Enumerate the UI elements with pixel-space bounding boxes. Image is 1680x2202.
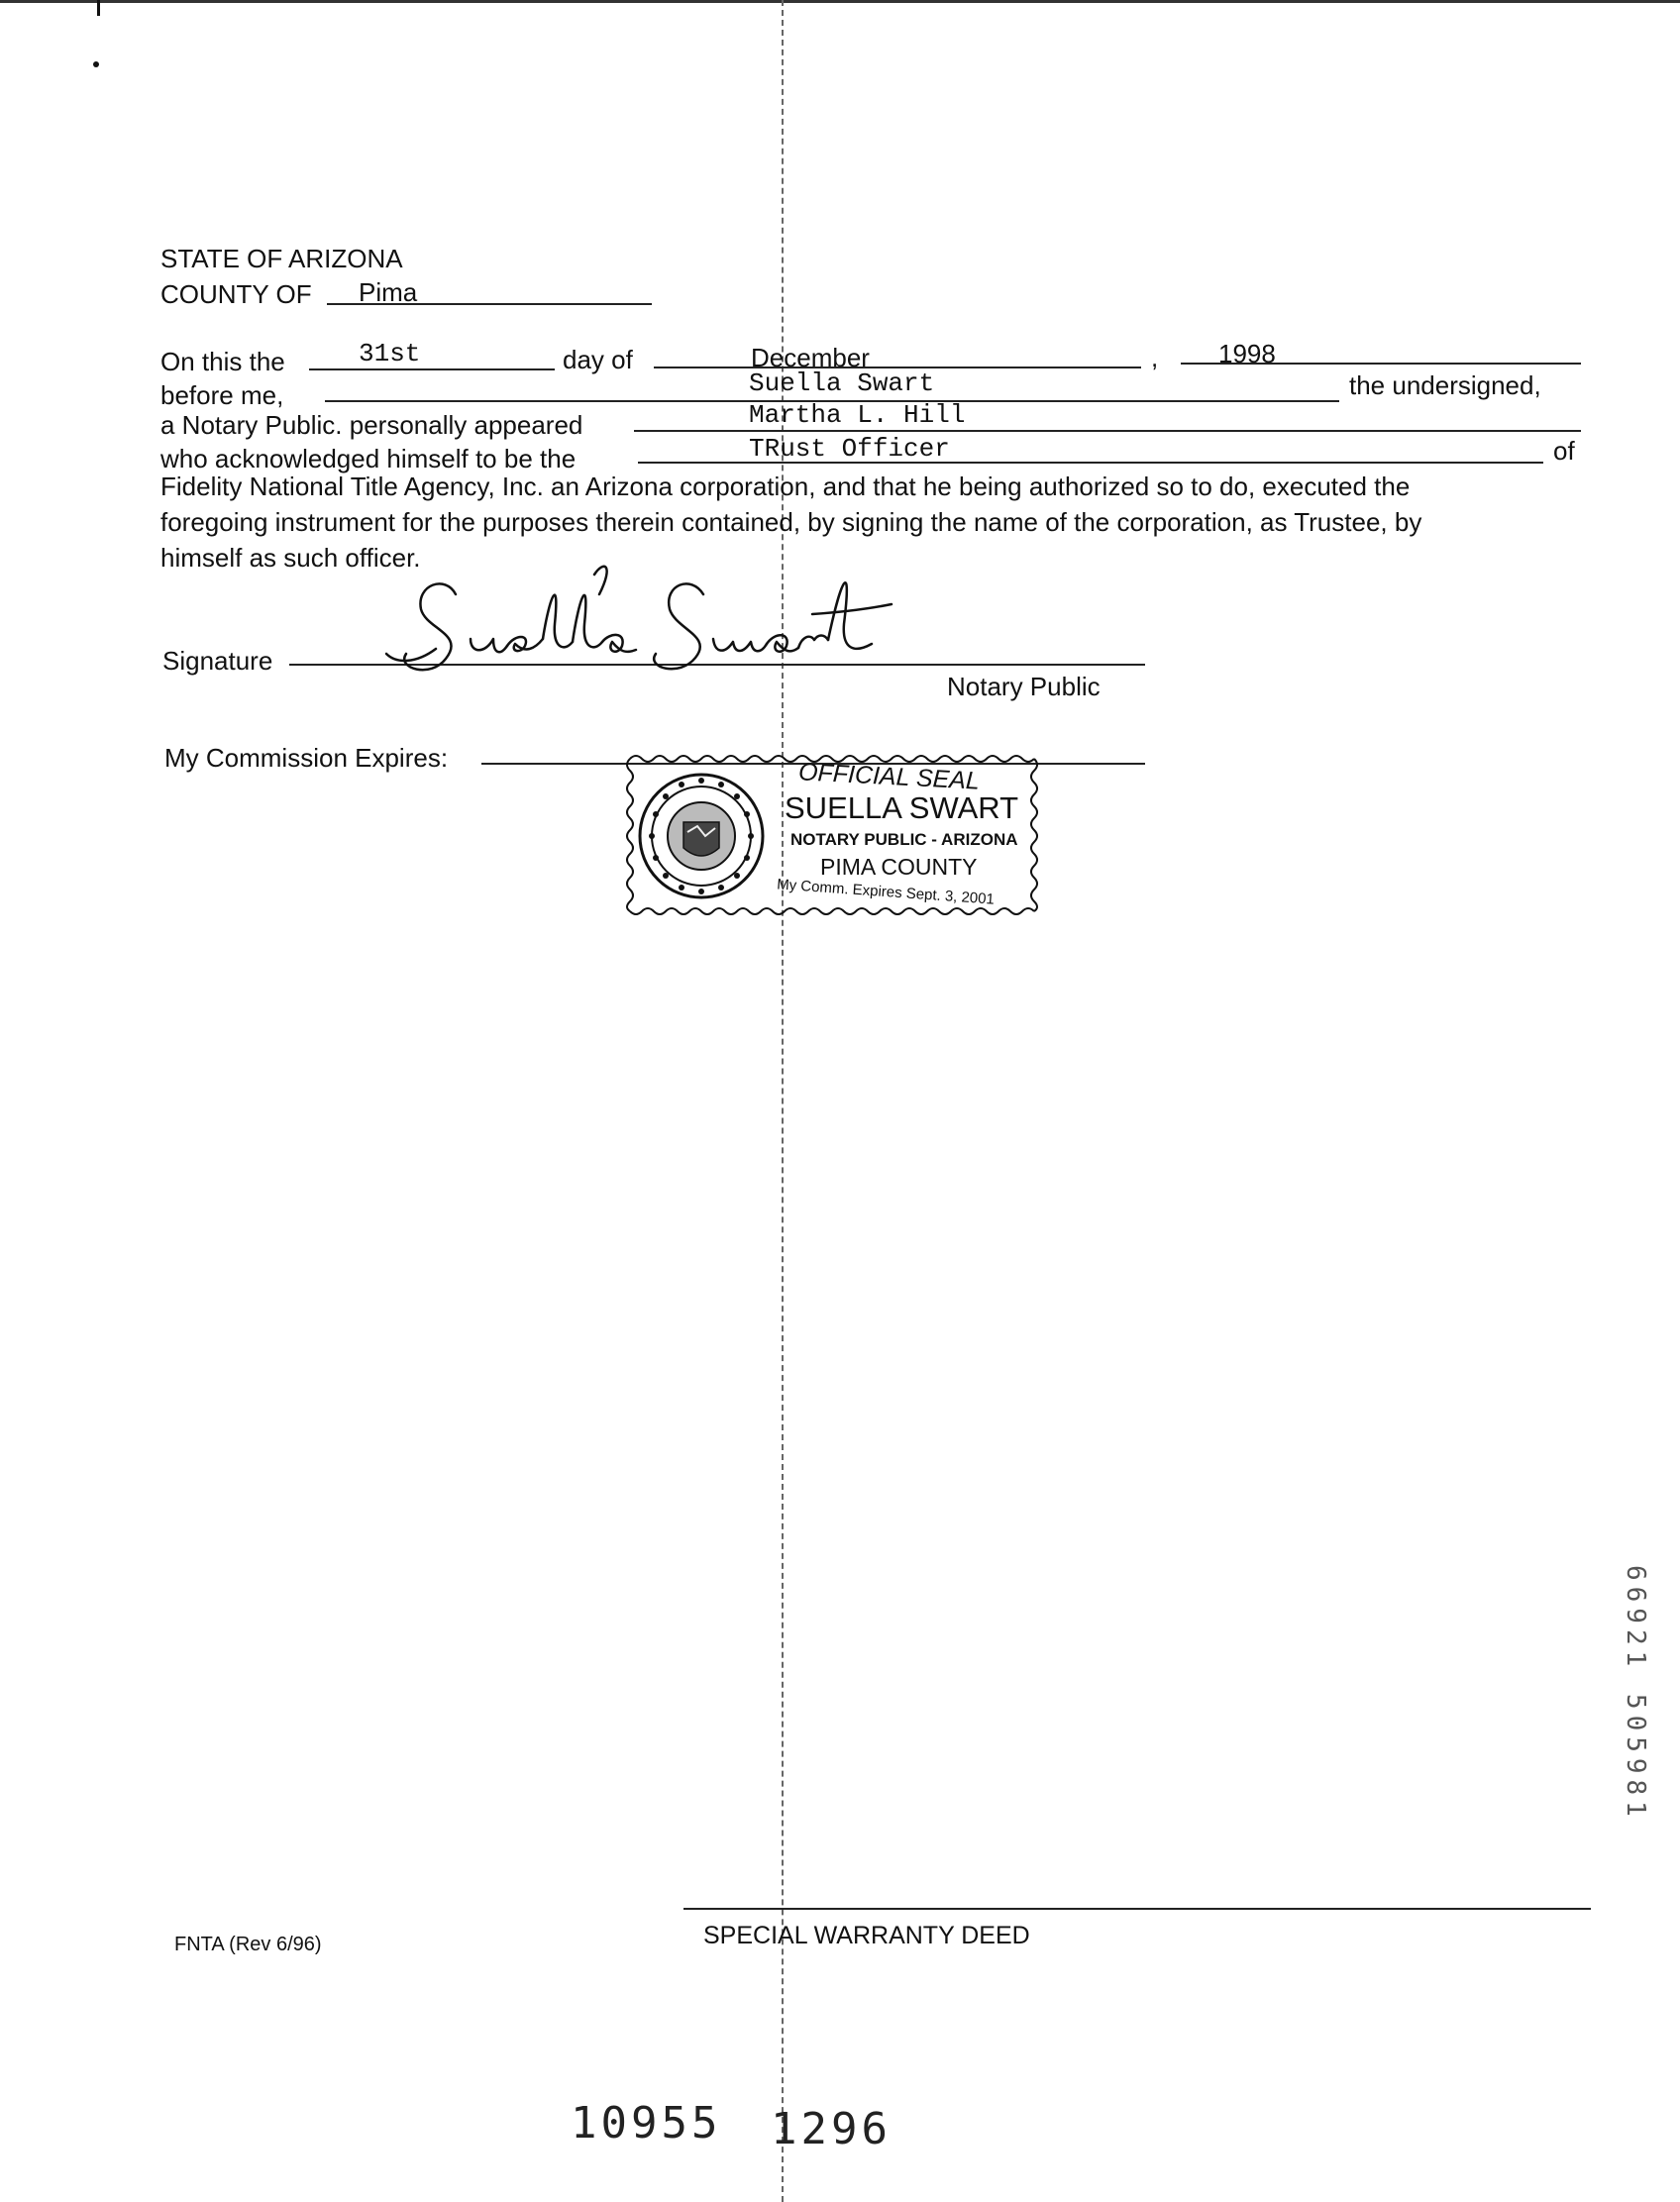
form-code: FNTA (Rev 6/96) <box>174 1934 322 1955</box>
comma: , <box>1151 343 1159 372</box>
of-label: of <box>1553 436 1575 466</box>
side-recording-stamp: 66921 505981 <box>1621 1565 1650 1823</box>
official-seal-stamp <box>626 753 1040 919</box>
acknowledged-label: who acknowledged himself to be the <box>160 444 577 473</box>
appeared-name-underline <box>634 430 1581 432</box>
county-value: Pima <box>359 277 418 307</box>
county-label: COUNTY OF <box>160 279 312 309</box>
day-value: 31st <box>359 339 421 368</box>
page-number: 1296 <box>771 2104 892 2154</box>
year-underline <box>1181 363 1581 365</box>
before-me-label: before me, <box>160 380 284 410</box>
seal-expiration: My Comm. Expires Sept. 3, 2001 <box>776 876 996 908</box>
commission-label: My Commission Expires: <box>164 743 449 773</box>
title-value: TRust Officer <box>749 434 950 464</box>
state-heading: STATE OF ARIZONA <box>160 244 403 273</box>
title-underline <box>638 462 1543 464</box>
body-line-2: foregoing instrument for the purposes therein contained, by signing the name of the corporation, as Trustee, by <box>160 507 1422 537</box>
scan-speck <box>93 61 99 67</box>
day-underline <box>309 368 555 370</box>
appeared-label: a Notary Public. personally appeared <box>160 410 583 440</box>
appeared-name-value: Martha L. Hill <box>749 400 966 430</box>
notary-public-caption: Notary Public <box>947 672 1101 701</box>
seal-county: PIMA COUNTY <box>820 854 978 880</box>
seal-name: SUELLA SWART <box>785 790 1019 825</box>
signature-label: Signature <box>162 646 273 676</box>
footer-rule <box>683 1908 1591 1910</box>
undersigned-label: the undersigned, <box>1349 370 1541 400</box>
notary-name-value: Suella Swart <box>749 368 935 398</box>
fold-line <box>782 0 784 2202</box>
handwritten-signature <box>376 555 911 693</box>
book-number: 10955 <box>571 2098 722 2149</box>
body-line-3: himself as such officer. <box>160 543 421 573</box>
seal-notary-line: NOTARY PUBLIC - ARIZONA <box>790 830 1018 849</box>
body-line-1: Fidelity National Title Agency, Inc. an Arizona corporation, and that he being authorized so to do, executed the <box>160 472 1411 501</box>
year-value: 1998 <box>1218 339 1276 368</box>
scan-mark <box>97 0 100 16</box>
document-title: SPECIAL WARRANTY DEED <box>703 1922 1030 1949</box>
day-of-label: day of <box>563 345 633 374</box>
county-underline <box>327 303 652 305</box>
seal-title: OFFICIAL SEAL <box>797 758 981 795</box>
on-this-the-label: On this the <box>160 347 285 376</box>
month-value: December <box>751 343 870 372</box>
top-edge-rule <box>0 0 1680 3</box>
